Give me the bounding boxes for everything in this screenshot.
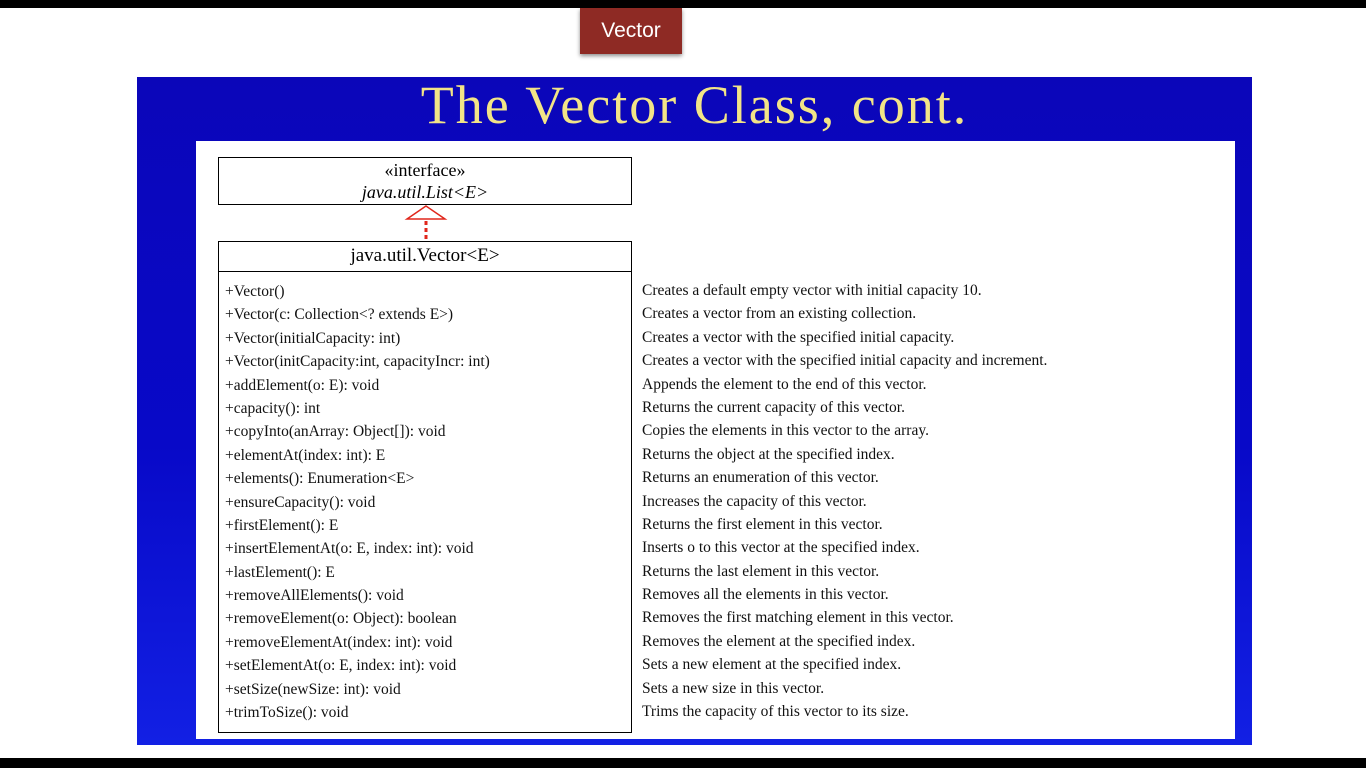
description-list [642, 279, 1047, 723]
slide-title: The Vector Class, cont. [420, 77, 969, 135]
uml-diagram-panel [196, 141, 1235, 739]
method-description: Removes the first matching element in this vector. [642, 609, 954, 627]
method-description: Returns an enumeration of this vector. [642, 469, 879, 487]
method-description: Sets a new size in this vector. [642, 679, 825, 697]
method-item: +removeElementAt(index: int): void [225, 633, 453, 651]
method-description: Appends the element to the end of this vector. [642, 375, 927, 393]
method-item: +addElement(o: E): void [225, 376, 380, 394]
method-item: +Vector(c: Collection<? extends E>) [225, 306, 454, 324]
method-description: Removes all the elements in this vector. [642, 586, 889, 604]
method-item: +removeAllElements(): void [225, 587, 404, 605]
method-item: +elementAt(index: int): E [225, 446, 386, 464]
method-item: +setElementAt(o: E, index: int): void [225, 657, 457, 675]
method-description: Creates a vector from an existing collection. [642, 305, 917, 323]
method-item: +Vector(initCapacity:int, capacityIncr: int) [225, 353, 490, 371]
method-item: +Vector() [225, 283, 285, 300]
vector-tab-label[interactable]: Vector [580, 8, 682, 54]
method-item: +insertElementAt(o: E, index: int): void [225, 540, 474, 558]
interface-box [218, 157, 632, 205]
method-description: Creates a default empty vector with initial capacity 10. [642, 282, 982, 299]
method-item: +setSize(newSize: int): void [225, 680, 401, 698]
method-description: Returns the current capacity of this vector. [642, 398, 905, 416]
vector-class-box [218, 241, 632, 733]
interface-name: java.util.List<E> [361, 182, 489, 202]
top-letterbox-bar [0, 0, 1366, 8]
method-item: +copyInto(anArray: Object[]): void [225, 423, 446, 441]
method-description: Returns the last element in this vector. [642, 562, 880, 580]
method-description: Copies the elements in this vector to the array. [642, 422, 929, 440]
method-description: Returns the first element in this vector. [642, 515, 883, 533]
method-item: +ensureCapacity(): void [225, 493, 376, 511]
method-description: Creates a vector with the specified initial capacity. [642, 328, 955, 346]
method-item: +lastElement(): E [225, 563, 335, 581]
method-description: Increases the capacity of this vector. [642, 492, 867, 510]
method-item: +capacity(): int [225, 399, 321, 417]
method-description: Creates a vector with the specified initial capacity and increment. [642, 352, 1048, 370]
method-item: +elements(): Enumeration<E> [225, 470, 415, 488]
method-list [225, 280, 490, 724]
method-description: Sets a new element at the specified index. [642, 656, 902, 674]
method-item: +trimToSize(): void [225, 704, 349, 722]
method-description: Inserts o to this vector at the specified index. [642, 539, 920, 557]
method-item: +Vector(initialCapacity: int) [225, 329, 401, 347]
hollow-triangle-dashed-arrow-icon [404, 205, 448, 241]
method-item: +removeElement(o: Object): boolean [225, 610, 457, 628]
interface-stereotype: «interface» [384, 160, 466, 180]
bottom-letterbox-bar [0, 758, 1366, 768]
method-description: Trims the capacity of this vector to its size. [642, 703, 909, 721]
method-item: +firstElement(): E [225, 516, 339, 534]
method-description: Returns the object at the specified index. [642, 445, 895, 463]
class-name: java.util.Vector<E> [219, 242, 631, 272]
slide [137, 77, 1252, 745]
method-description: Removes the element at the specified index. [642, 632, 916, 650]
